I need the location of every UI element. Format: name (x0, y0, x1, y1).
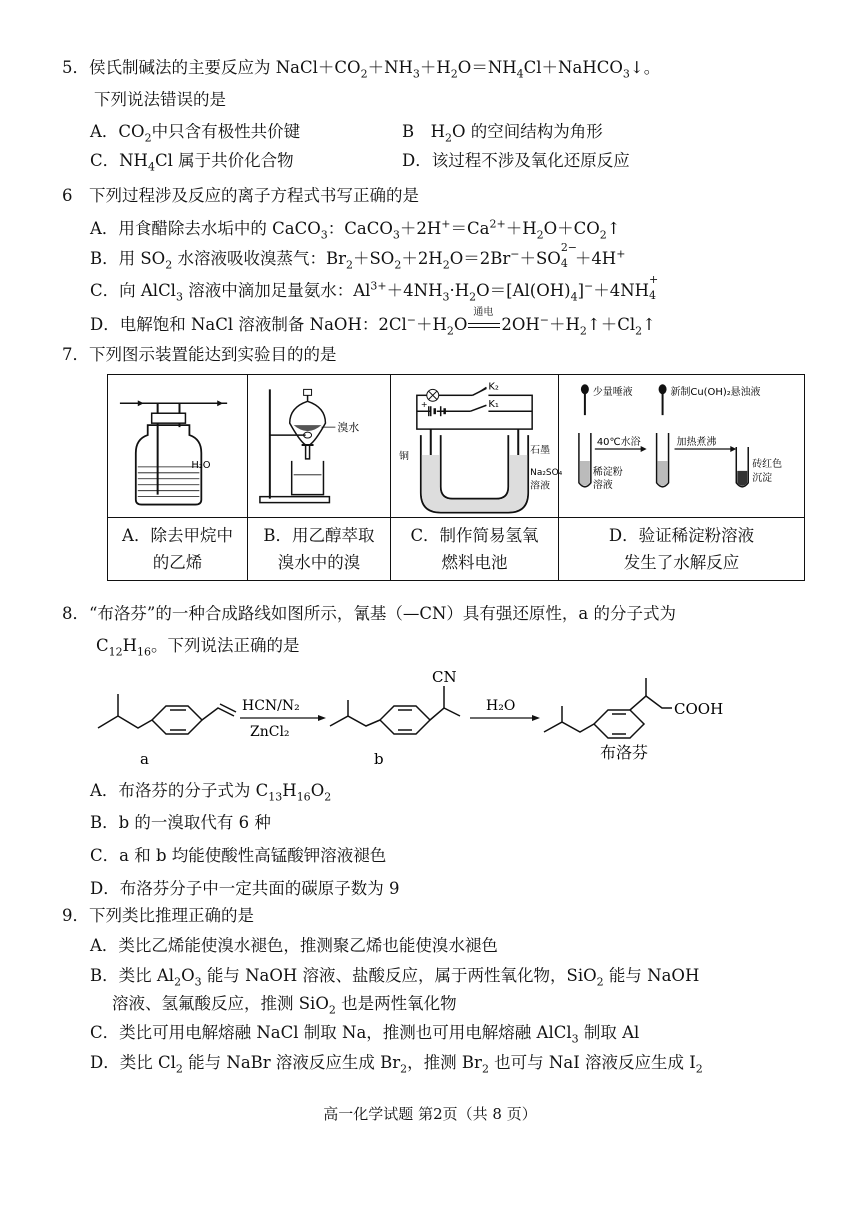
q7-stem: 7．下列图示装置能达到实验目的的是 (62, 345, 337, 364)
red-precipitate-label-1: 砖红色 (752, 458, 783, 470)
sodium-sulfate-label: Na₂SO₄ (530, 467, 563, 478)
reagent-hcn: HCN/N₂ (242, 698, 300, 714)
page-footer: 高一化学试题 第2页（共 8 页） (323, 1105, 537, 1123)
cuoh2-label: 新制Cu(OH)₂悬浊液 (670, 387, 761, 399)
solution-label: 溶液 (530, 480, 551, 492)
starch-hydrolysis-diagram (559, 375, 804, 517)
red-precipitate-label-2: 沉淀 (752, 472, 773, 484)
fig-b-caption: B．用乙醇萃取 溴水中的溴 (248, 518, 391, 581)
q8-option-d: D．布洛芬分子中一定共面的碳原子数为 9 (90, 879, 400, 898)
q6-option-d: D．电解饱和 NaCl 溶液制备 NaOH：$2Cl^-+H_2O$ 通电 $2OH^-+H_2↑+Cl_2↑$ (90, 314, 656, 336)
label-ibuprofen: 布洛芬 (600, 743, 649, 762)
reagent-zncl2: ZnCl₂ (250, 724, 290, 740)
fig-c-caption: C．制作简易氢氧 燃料电池 (391, 518, 559, 581)
fig-d-caption: D．验证稀淀粉溶液 发生了水解反应 (559, 518, 805, 581)
q8-stem-line1: 8．“布洛芬”的一种合成路线如图所示，氰基（—CN）具有强还原性，a 的分子式为 (62, 604, 677, 623)
q7-figure-table (107, 374, 805, 581)
q5-option-c: C．$NH_4Cl$ 属于共价化合物 (90, 151, 294, 174)
water-label: H₂O (191, 459, 211, 471)
q5-option-b: B $H_2O$ 的空间结构为角形 (402, 122, 603, 145)
q9-option-b-line1: B．类比 $Al_2O_3$ 能与 NaOH 溶液、盐酸反应，属于两性氧化物，SiO$_2$ 能与 NaOH (90, 966, 700, 989)
q8-option-b: B．b 的一溴取代有 6 种 (90, 813, 271, 832)
electrolysis-condition: 通电 (473, 307, 494, 318)
starch-label-2: 溶液 (592, 479, 613, 491)
q9-option-a: A．类比乙烯能使溴水褪色，推测聚乙烯也能使溴水褪色 (90, 936, 498, 955)
fig-a-cell (108, 375, 248, 518)
label-a: a (140, 750, 149, 768)
q9-option-c: C．类比可用电解熔融 NaCl 制取 Na，推测也可用电解熔融 AlCl$_3$ 制取 Al (90, 1023, 640, 1046)
carboxyl-group: COOH (674, 700, 724, 718)
q8-stem-line2: $C_{12}H_{16}$。下列说法正确的是 (96, 636, 300, 659)
separatory-funnel-diagram (248, 375, 390, 517)
bromine-water-label: 溴水 (337, 421, 360, 435)
k1-label: K₁ (488, 399, 499, 411)
ibuprofen-synthesis-scheme (90, 660, 750, 775)
q8-option-c: C．a 和 b 均能使酸性高锰酸钾溶液褪色 (90, 846, 387, 865)
fig-d-cell (559, 375, 805, 518)
reagent-water: H₂O (486, 698, 516, 714)
q6-option-b: B．用 $SO_2$ 水溶液吸收溴蒸气：$Br_2+SO_2+2H_2O=2Br^-+SO$ 2− 4 ＋4H+ (90, 241, 626, 272)
q5-stem: 5．侯氏制碱法的主要反应为 $NaCl+CO_2+NH_3+H_2O=NH_4Cl+NaHCO_3↓$。 (62, 58, 661, 81)
q9-option-b-line2: 溶液、氢氟酸反应，推测 SiO$_2$ 也是两性氧化物 (112, 994, 457, 1017)
fig-a-caption: A．除去甲烷中 的乙烯 (108, 518, 248, 581)
q5-option-a: A．$CO_2$中只含有极性共价键 (90, 122, 301, 145)
q8-option-a: A．布洛芬的分子式为 $C_{13}H_{16}O_2$ (90, 781, 332, 804)
q6-option-a: A．用食醋除去水垢中的 CaCO$_3$：$CaCO_3+2H^+=Ca^{2+}+H_2O+CO_2↑$ (90, 217, 621, 242)
q5-stem-line2: 下列说法错误的是 (94, 90, 226, 109)
molecule-ibuprofen (544, 678, 672, 738)
water-bath-label: 40℃水浴 (596, 437, 641, 449)
fig-b-cell (248, 375, 391, 518)
fuel-cell-diagram (391, 375, 563, 517)
cyano-group: CN (432, 668, 457, 686)
q5-option-d: D．该过程不涉及氧化还原反应 (402, 151, 630, 170)
molecule-a (98, 694, 236, 734)
q6-stem: 6 下列过程涉及反应的离子方程式书写正确的是 (62, 186, 419, 205)
graphite-label: 石墨 (530, 444, 551, 456)
saliva-label: 少量唾液 (592, 387, 633, 399)
starch-label-1: 稀淀粉 (592, 466, 623, 478)
battery-plus-label: + (420, 400, 428, 410)
k2-label: K₂ (488, 381, 499, 393)
q9-option-d: D．类比 $Cl_2$ 能与 NaBr 溶液反应生成 $Br_2$，推测 $Br_2$ 也可与 NaI 溶液反应生成 $I_2$ (90, 1053, 703, 1076)
q6-option-c: C．向 AlCl$_3$ 溶液中滴加足量氨水：$Al^{3+}+4NH_3\cdot H_2O=[Al(OH)_4]^-+4NH$ + 4 (90, 273, 659, 304)
copper-label: 铜 (398, 450, 409, 462)
fig-c-cell (391, 375, 563, 518)
q9-stem: 9．下列类比推理正确的是 (62, 906, 254, 925)
boil-label: 加热煮沸 (676, 437, 717, 449)
label-b: b (374, 750, 384, 768)
molecule-b (330, 686, 460, 734)
gas-washing-bottle-diagram (108, 375, 247, 517)
